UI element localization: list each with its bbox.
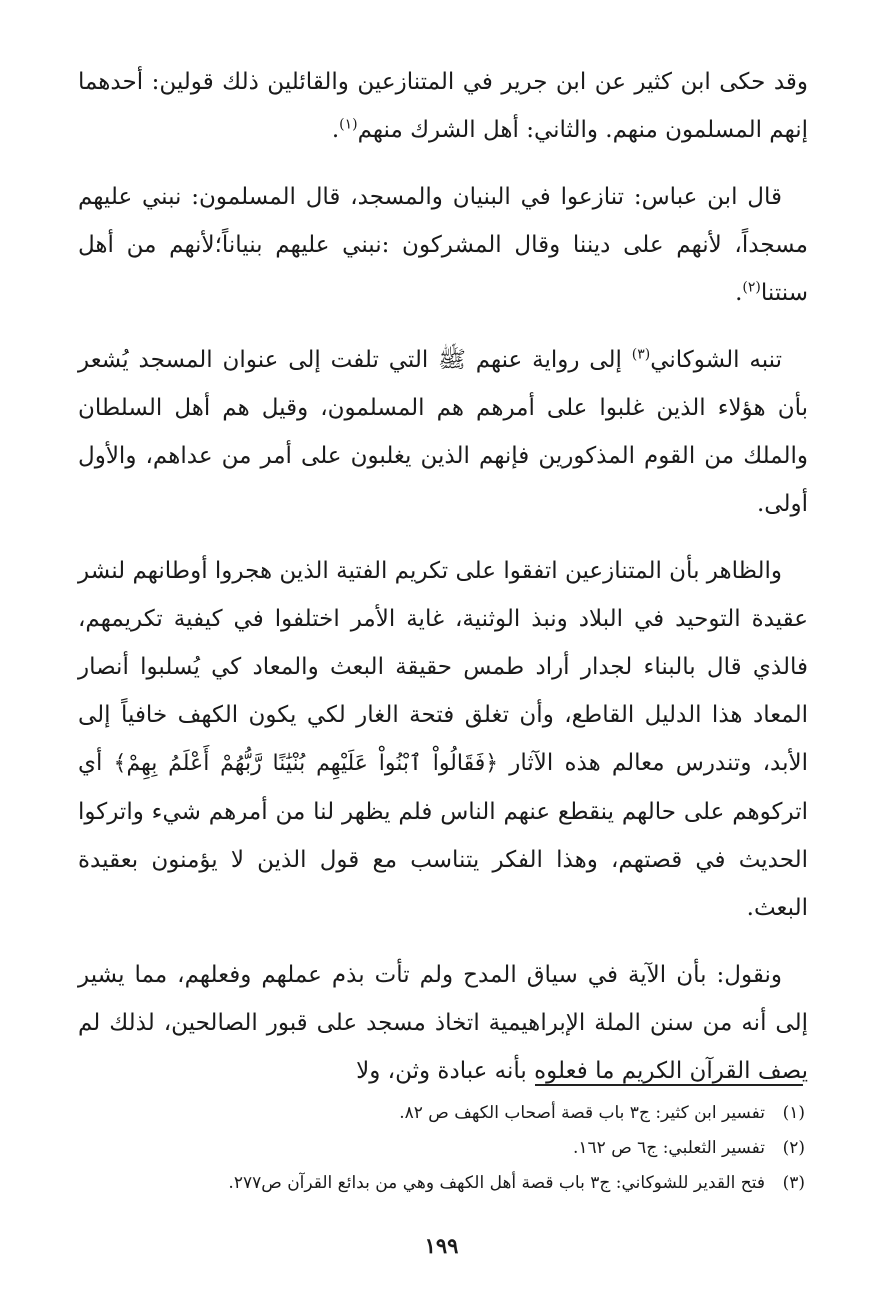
paragraph-4 bbox=[78, 547, 808, 932]
paragraph-2-text: قال ابن عباس: تنازعوا في البنيان والمسجد، قال المسلمون: نبني عليهم مسجداً، لأنهم على ديننا وقال المشركون :نبني عليهم بنياناً؛لأنهم من أهل سنتنا bbox=[78, 184, 808, 306]
paragraph-1-end: . bbox=[331, 117, 340, 143]
footnote-2-number: (٢) bbox=[782, 1138, 805, 1158]
paragraph-1-text: وقد حكى ابن كثير عن ابن جرير في المتنازعين والقائلين ذلك قولين: أحدهما إنهم المسلمون منهم. والثاني: أهل الشرك منهم bbox=[78, 69, 808, 143]
paragraph-5 bbox=[78, 951, 808, 1095]
footnote-3 bbox=[75, 1166, 805, 1201]
paragraph-2-end: . bbox=[735, 280, 743, 306]
paragraph-1 bbox=[78, 58, 808, 154]
footnote-1-text: تفسير ابن كثير: ج٣ باب قصة أصحاب الكهف ص ٨٢. bbox=[399, 1103, 765, 1123]
footnote-2-text: تفسير الثعلبي: ج٦ ص ١٦٢. bbox=[572, 1138, 765, 1158]
paragraph-3-text-rest: إلى رواية عنهم ﷺ التي تلفت إلى عنوان المسجد يُشعر بأن هؤلاء الذين غلبوا على أمرهم هم المسلمون، وقيل هم أهل السلطان والملك من القوم المذكورين فإنهم الذين يغلبون على أمر من عداهم، والأول أولى. bbox=[78, 347, 808, 517]
footnote-1 bbox=[75, 1096, 805, 1131]
footnote-ref-1[interactable]: (١) bbox=[339, 116, 358, 133]
paragraph-4-text-start: والظاهر بأن المتنازعين اتفقوا على تكريم الفتية الذين هجروا أوطانهم لنشر عقيدة التوحيد في البلاد ونبذ الوثنية، غاية الأمر اختلفوا في كيفية تكريمهم، فالذي قال بالبناء لجدار أراد طمس حقيقة البعث والمعاد كي يُسلبوا أنصار المعاد هذا الدليل القاطع، وأن تغلق فتحة الغار لكي يكون الكهف خافياً إلى الأبد، وتندرس معالم هذه الآثار bbox=[78, 558, 808, 776]
page-body bbox=[78, 58, 808, 1114]
page-number: ١٩٩ bbox=[424, 1233, 459, 1258]
paragraph-4-text-rest: أي اتركوهم على حالهم ينقطع عنهم الناس فلم يظهر لنا من أمرهم شيء واتركوا الحديث في قصتهم، وهذا الفكر يتناسب مع قول الذين لا يؤمنون بعقيدة البعث. bbox=[78, 750, 808, 921]
footnote-2 bbox=[75, 1131, 805, 1166]
footnote-3-text: فتح القدير للشوكاني: ج٣ باب قصة أهل الكهف وهي من بدائع القرآن ص٢٧٧. bbox=[228, 1173, 765, 1193]
paragraph-5-text: ونقول: بأن الآية في سياق المدح ولم تأت بذم عملهم وفعلهم، مما يشير إلى أنه من سنن الملة الإبراهيمية اتخاذ مسجد على قبور الصالحين، لذلك لم يصف القرآن الكريم ما فعلوه بأنه عبادة وثن، ولا bbox=[78, 962, 808, 1084]
quran-verse: ﴿فَقَالُواْ ٱبْنُواْ عَلَيْهِم بُنْيَٰنًا رَّبُّهُمْ أَعْلَمُ بِهِمْ﴾ bbox=[113, 751, 499, 776]
footnote-3-number: (٣) bbox=[782, 1173, 805, 1193]
footnote-ref-3[interactable]: (٣) bbox=[631, 346, 651, 363]
footnote-ref-2[interactable]: (٢) bbox=[742, 279, 761, 296]
footnote-divider bbox=[535, 1084, 803, 1086]
footnote-1-number: (١) bbox=[782, 1103, 805, 1123]
paragraph-3 bbox=[78, 336, 808, 528]
footnotes bbox=[75, 1096, 805, 1201]
paragraph-3-text-start: تنبه الشوكاني bbox=[650, 347, 782, 373]
paragraph-2 bbox=[78, 173, 808, 317]
